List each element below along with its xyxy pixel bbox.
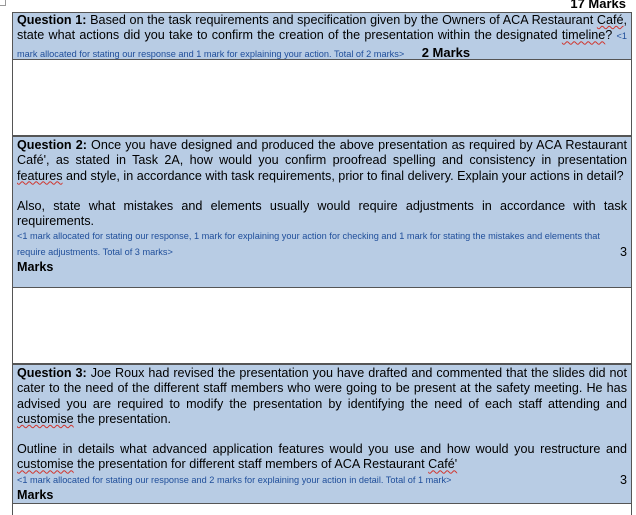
- question-1-label: Question 1:: [17, 13, 87, 27]
- page-corner-mark: [0, 0, 6, 6]
- question-2-label: Question 2:: [17, 138, 87, 152]
- question-2-marks-label: Marks: [17, 260, 54, 275]
- spell-flag-features: features: [17, 168, 63, 183]
- total-marks: 17 Marks: [570, 0, 626, 11]
- question-1-answer-area[interactable]: [12, 60, 632, 136]
- spell-flag-customise: customise: [17, 411, 74, 426]
- question-3-text-2: Outline in details what advanced application features would you use and how would you restructure and customise the presentation for different staff members of ACA Restaurant Café': [17, 442, 627, 472]
- question-3-label: Question 3:: [17, 366, 87, 380]
- question-2-marks-number: 3: [619, 244, 627, 259]
- spell-flag-customise-2: customise: [17, 457, 74, 472]
- question-1-allocation: <1 mark allocated for stating our response and 1 mark for explaining your action. Total of 2 marks>: [17, 31, 627, 59]
- question-2-text-2: Also, state what mistakes and elements usually would require adjustments in accordance with task requirements.: [17, 198, 627, 229]
- question-3-marks-number: 3: [619, 472, 627, 487]
- spell-flag-timeline: timeline: [561, 28, 606, 43]
- question-3-marks-label: Marks: [17, 488, 54, 503]
- question-3-box: [12, 364, 632, 504]
- spell-flag-cafe-2: Café': [428, 457, 458, 472]
- question-2-text: Question 2: Once you have designed and produced the above presentation as required by ACA Restaurant Café', as stated in Task 2A, how would you confirm proofread spelling and consistency in presentation features and style, in accordance with task requirements, prior to final delivery. Explain your actions in detail?: [17, 138, 627, 183]
- question-2-box: [12, 136, 632, 288]
- question-2-allocation: <1 mark allocated for stating our response, 1 mark for explaining your action for checking and 1 mark for stating the mistakes and elements that require adjustments. Total of 3 marks> 3: [17, 231, 627, 259]
- question-3-allocation: <1 mark allocated for stating our response and 2 marks for explaining your action in detail. Total of 1 mark> 3: [17, 472, 627, 487]
- question-1-marks: 2 Marks: [421, 44, 471, 60]
- question-1-box: [12, 12, 632, 60]
- question-2-answer-area[interactable]: [12, 288, 632, 364]
- question-1-text: Question 1: Based on the task requirements and specification given by the Owners of ACA Restaurant Café, state what actions did you take to confirm the creation of the presentation within the designated timeline? <1 mark allocated for stating our response and 1 mark for explaining your action. Total of 2 marks> 2 Marks: [17, 13, 627, 60]
- spell-flag-cafe: Café: [596, 13, 624, 27]
- question-3-answer-area[interactable]: [12, 504, 632, 515]
- question-3-text: Question 3: Joe Roux had revised the presentation you have drafted and commented that the slides did not cater to the need of the different staff members who were going to be present at the safety meeting. He has advised you are required to modify the presentation by identifying the need of each staff attending and customise the presentation.: [17, 366, 627, 426]
